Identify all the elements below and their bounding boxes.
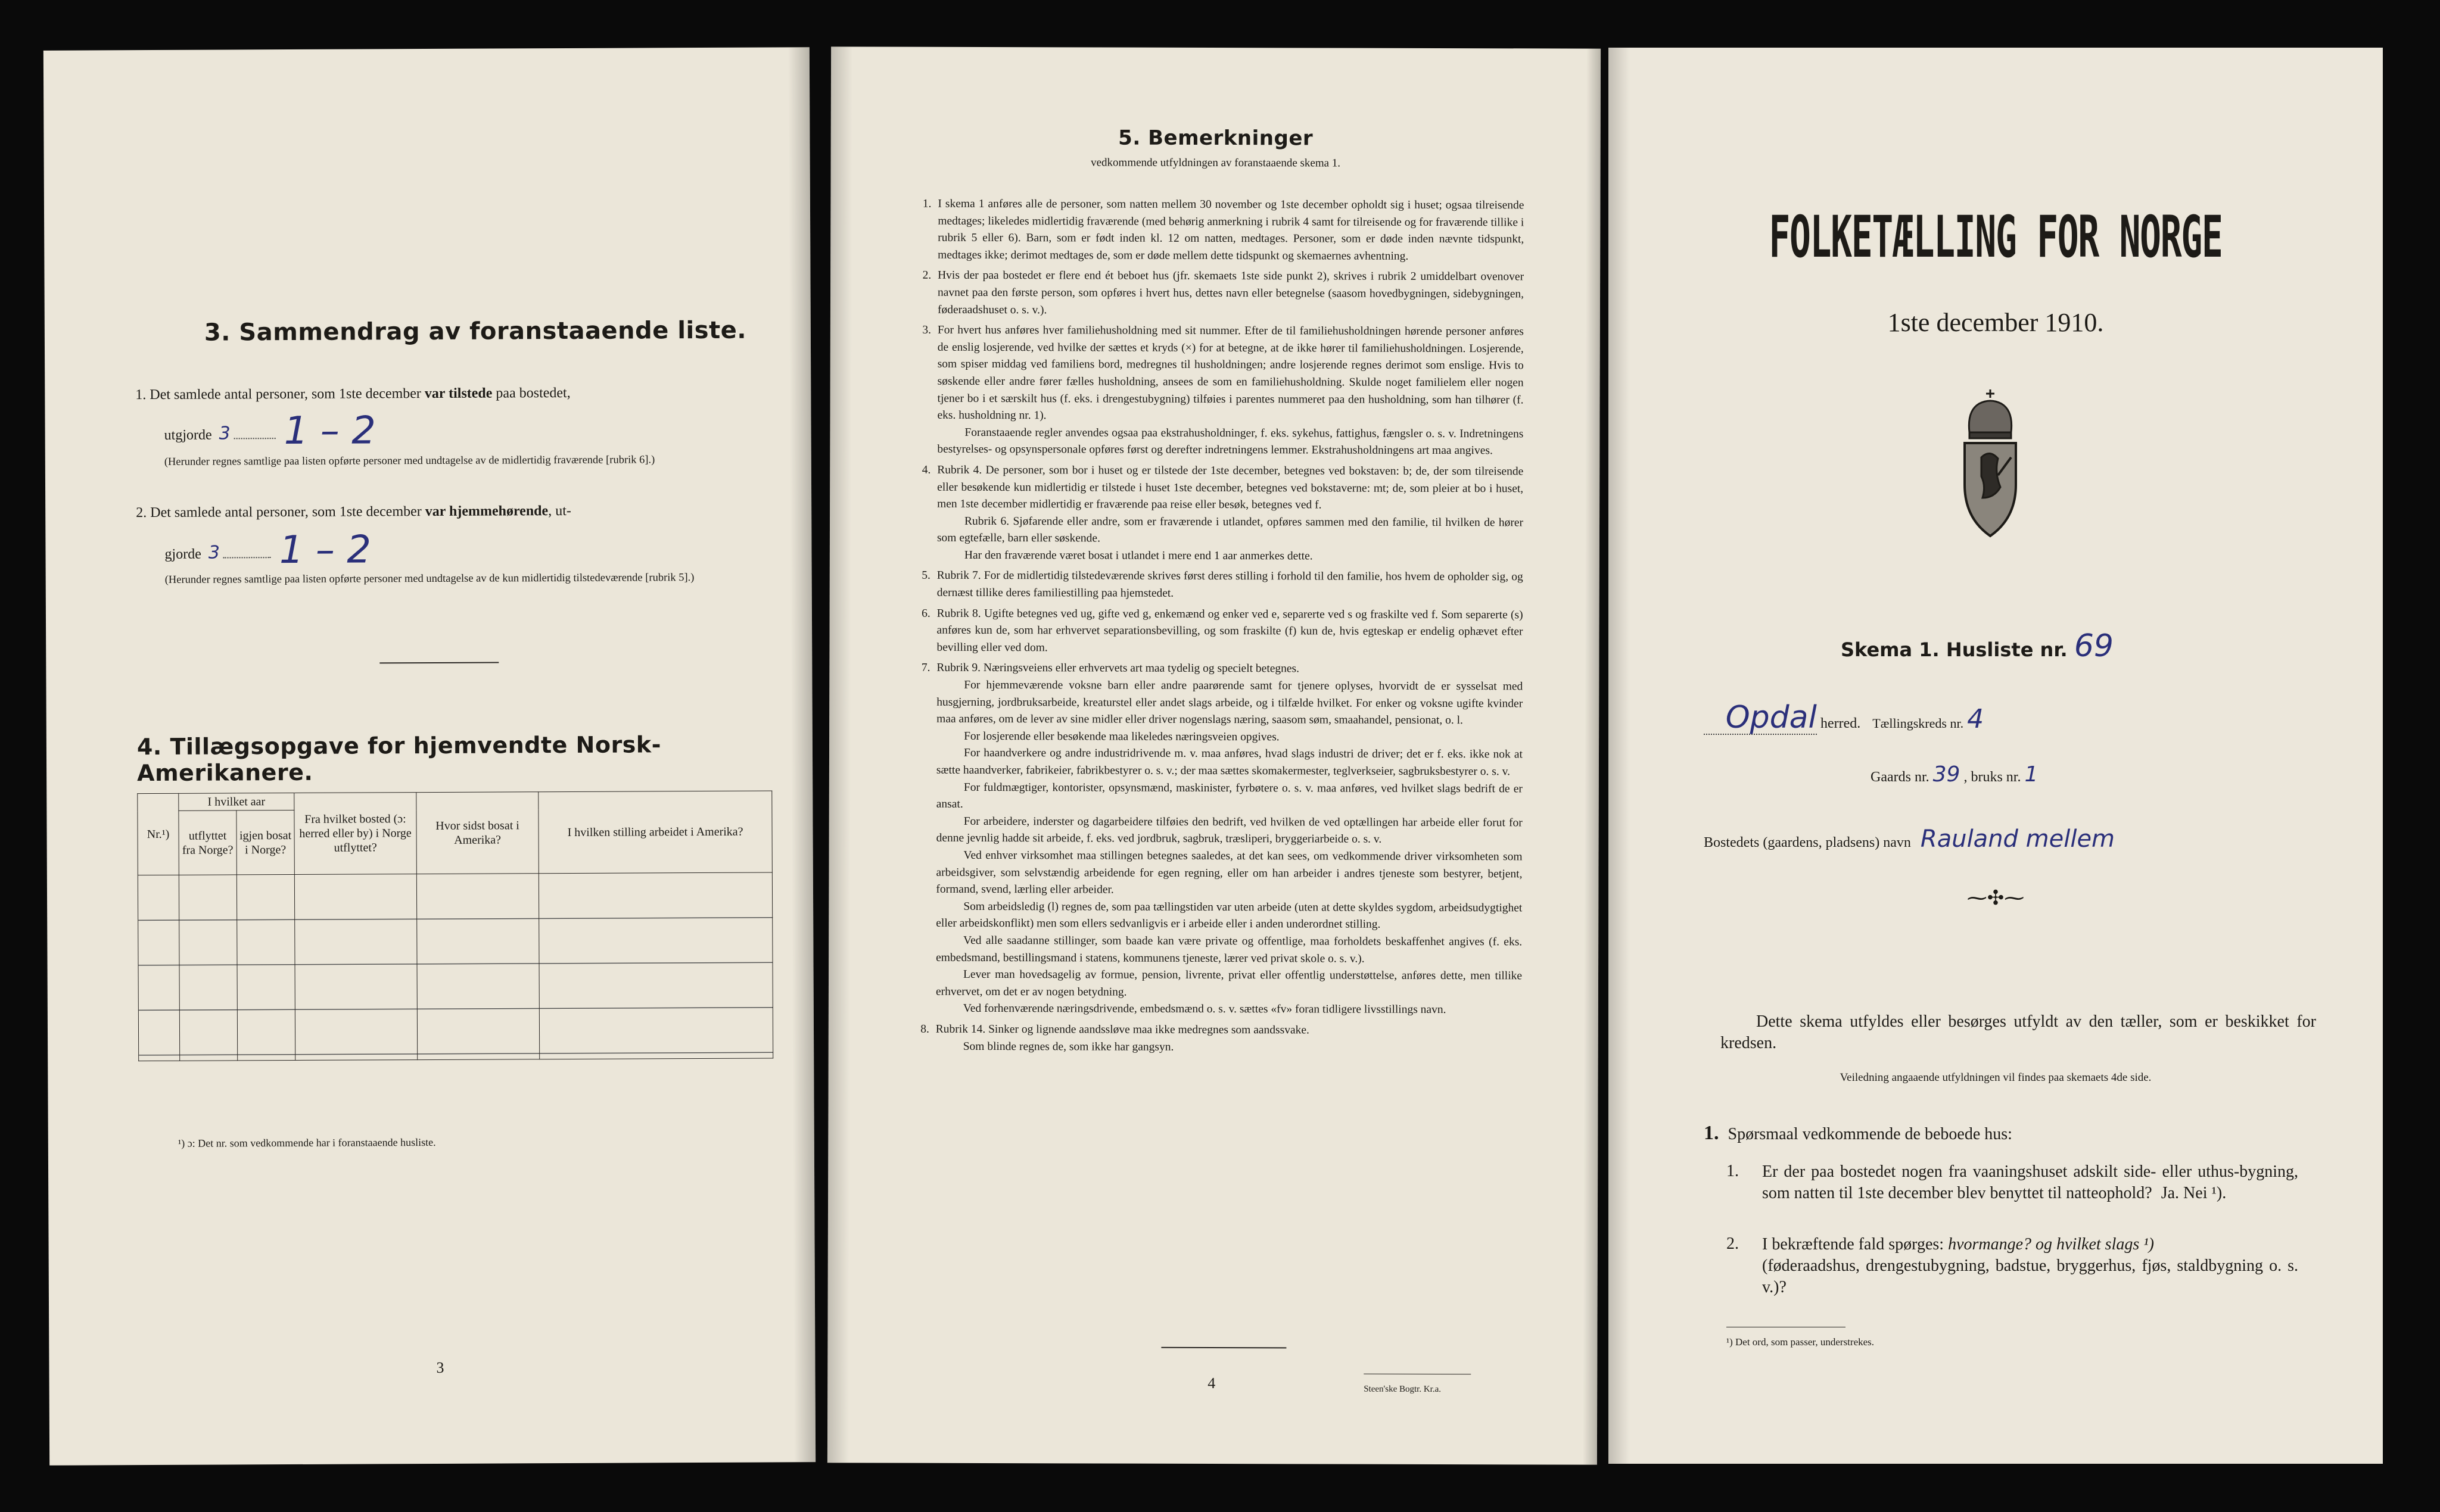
page-fold-shadow xyxy=(827,46,852,1463)
page-fold-shadow xyxy=(1583,49,1601,1465)
gaards-value: 39 xyxy=(1932,762,1960,787)
remark-paragraph: For losjerende eller besøkende maa likeledes næringsveien opgives. xyxy=(964,729,1280,744)
section-4-title: 4. Tillægsopgave for hjemvendte Norsk-Amerikanere. xyxy=(136,731,662,787)
cover-date: 1ste december 1910. xyxy=(1887,308,2104,337)
page-number: 3 xyxy=(436,1358,444,1376)
col-nr: Nr.¹) xyxy=(138,793,179,875)
norsk-amerikanere-table xyxy=(137,790,773,1061)
bosted-value: Rauland mellem xyxy=(1920,825,2115,853)
remark-paragraph: 4. Rubrik 4. De personer, som bor i huset og er tilstede der 1ste december, betegnes ved bokstaven: b; de, der som tilreisende eller besøkende kun midlertidig er tilstede i huset 1ste december, betegnes ved bokstaverne: mt; de, som pleier at bo i huset, men 1ste december midlertidig er fraværende paa reise eller besøk, betegnes ved f. xyxy=(937,463,1524,512)
remark-paragraph: Som blinde regnes de, som ikke har gangsyn. xyxy=(963,1040,1174,1053)
page-number: 4 xyxy=(1207,1374,1216,1392)
page-left xyxy=(43,47,816,1466)
cover-title: FOLKETÆLLING FOR NORGE xyxy=(1769,204,2223,270)
remark-paragraph: For hjemmeværende voksne barn eller andre paarørende samt for tjenere oplyses, hvorvidt de er sysselsat med husgjerning, jordbruksarbeide, kreaturstel eller andet slags arbeide, og i tilfælde hvilket. For enker og voksne ugifte kvinder maa anføres, om de lever av sine midler eller driver nogenslags næring, saasom søm, smaahandel, pensionat, o. l. xyxy=(936,678,1523,727)
page-fold-shadow xyxy=(1608,48,1630,1464)
divider xyxy=(1161,1347,1286,1349)
remark-paragraph: Ved alle saadanne stillinger, som baade kan være private og offentlige, maa forholdets beskaffenhet angives (f. eks. embedsmand, bestillingsmand i statens, kommunens tjeneste, lærer ved privat skole o. s. v.). xyxy=(936,934,1523,965)
remark-paragraph: For arbeidere, inderster og dagarbeidere tilføies den bedrift, ved hvilken de ved optællingen har arbeide eller forut for denne jevnlig hadde sit arbeide, f. eks. ved jordbruk, sagbruk, træsliperi, bryggeriarbeide o. s. v. xyxy=(936,815,1523,846)
col-stilling: I hvilken stilling arbeidet i Amerika? xyxy=(539,791,773,874)
remark-paragraph: Foranstaaende regler anvendes ogsaa paa ekstrahusholdninger, f. eks. sykehus, fattighus, fængsler o. s. v. Indretningens bestyrelses- og opsynspersonale opføres først og derefter indretningens lemmer. Ekstrahusholdningens art maa angives. xyxy=(937,426,1524,457)
remark-item xyxy=(933,322,1524,460)
printer-imprint: Steen'ske Bogtr. Kr.a. xyxy=(1364,1384,1442,1395)
remark-paragraph: 6. Rubrik 8. Ugifte betegnes ved ug, gifte ved g, enkemænd og enker ved e, separerte ved s og fraskilte ved f. Som separerte (s) anføres kun de, som har erhvervet separationsbevilling, og som fraskilte (f) kun de, hvis egteskap er endelig ophævet efter bevilling eller ved dom. xyxy=(936,607,1523,654)
summary-item-1: 1. Det samlede antal personer, som 1ste december var tilstede paa bostedet, xyxy=(135,385,571,403)
col-group-aar: I hvilket aar xyxy=(179,793,294,810)
item-2-utgjorde: gjorde 3 1 – 2 xyxy=(164,528,372,573)
divider xyxy=(379,662,499,663)
table-footnote: ¹) ɔ: Det nr. som vedkommende har i foranstaaende husliste. xyxy=(178,1136,436,1149)
remark-paragraph: Lever man hovedsagelig av formue, pension, livrente, privat eller offentlig understøttelse, anføres dette, men tillike erhvervet, om det er av nogen betydning. xyxy=(935,968,1523,999)
remark-item xyxy=(933,605,1523,657)
question-2-number: 2. xyxy=(1726,1234,1739,1253)
remark-item xyxy=(932,660,1523,1019)
herred-value: Opdal xyxy=(1725,700,1817,735)
page-middle xyxy=(827,46,1601,1464)
question-1-answer: Ja. Nei ¹). xyxy=(2161,1184,2227,1202)
question-2: I bekræftende fald spørges: hvormange? og hvilket slags ¹) (føderaadshus, drengestubygning, badstue, bryggerhus, fjøs, staldbygning o. s. v.)? xyxy=(1762,1235,2298,1296)
questions-heading: 1. Spørsmaal vedkommende de beboede hus: xyxy=(1704,1122,2012,1144)
remark-paragraph: 8. Rubrik 14. Sinker og lignende aandssløve maa ikke medregnes som aandssvake. xyxy=(935,1022,1309,1037)
coat-of-arms-icon xyxy=(1952,386,2029,542)
kreds-value: 4 xyxy=(1967,704,1984,734)
item-1-handwritten: 1 – 2 xyxy=(284,409,376,454)
item-2-value: 3 xyxy=(208,542,220,563)
item-2-note: (Herunder regnes samtlige paa listen opførte personer med undtagelse av de kun midlertidig tilstedeværende [rubrik 5].) xyxy=(164,572,695,586)
remark-paragraph: For fuldmægtiger, kontorister, opsynsmænd, maskinister, fyrbøtere o. s. v. maa anføres, ved hvilket slags bedrift de er ansat. xyxy=(936,781,1523,811)
col-hvor-bosat: Hvor sidst bosat i Amerika? xyxy=(416,792,539,874)
cover-footnote: ¹) Det ord, som passer, understrekes. xyxy=(1726,1336,1875,1348)
item-2-handwritten: 1 – 2 xyxy=(279,528,372,573)
remark-paragraph: 7. Rubrik 9. Næringsveiens eller erhvervets art maa tydelig og specielt betegnes. xyxy=(936,662,1300,675)
page-right-cover xyxy=(1608,48,2383,1464)
skema-label: Skema 1. Husliste nr. 69 xyxy=(1841,628,2114,664)
bruks-value: 1 xyxy=(2024,762,2038,787)
summary-item-2: 2. Det samlede antal personer, som 1ste december var hjemmehørende, ut- xyxy=(136,503,571,521)
remark-paragraph: For haandverkere og andre industridrivende m. v. maa anføres, hvad slags industri de driver; det er f. eks. ikke nok at sætte haandverker, fabrikeier, fabrikbestyrer o. s. v.; der maa sættes skomakermester, teglverkseier, sagbruksbestyrer o. s. v. xyxy=(936,747,1523,778)
section-3-title: 3. Sammendrag av foranstaaende liste. xyxy=(204,316,747,347)
remark-paragraph: 3. For hvert hus anføres hver familiehusholdning med sit nummer. Efter de til familiehusholdningen hørende personer anføres de enslig losjerende, ved hvilke der sættes et kryds (×) for at betegne, at de ikke hører til familiehusholdningen. Losjerende, som spiser middag ved familiens bord, medregnes til husholdningen; andre losjerende regnes derimot som enslige. Hvis to søskende eller andre fører fælles husholdning, ansees de som en familiehusholdning. Skulde noget familielem eller nogen tjener bo i et særskilt hus (f. eks. i drengestubygning) tilføies i parentes nummeret paa den husholdning, som han tilhører (f. eks. husholdning nr. 1). xyxy=(937,323,1524,422)
cover-intro: Dette skema utfyldes eller besørges utfyldt av den tæller, som er beskikket for kredsen. xyxy=(1720,1012,2316,1052)
remarks-list xyxy=(918,196,1524,1061)
remark-item xyxy=(934,196,1524,266)
ornament: ⁓✣⁓ xyxy=(1966,887,2025,909)
col-igjen-bosat: igjen bosat i Norge? xyxy=(236,810,294,874)
item-1-utgjorde: utgjorde 3 1 – 2 xyxy=(164,409,376,454)
bosted-line: Bostedets (gaardens, pladsens) navn Rauland mellem xyxy=(1704,825,2115,853)
remark-paragraph: Ved forhenværende næringsdrivende, embedsmænd o. s. v. sættes «fv» foran tidligere livsstillings navn. xyxy=(963,1002,1446,1017)
remark-item xyxy=(934,267,1524,320)
remark-paragraph: 5. Rubrik 7. For de midlertidig tilstedeværende skrives først deres stilling i forhold til den familie, hos hvem de opholder sig, og dernæst tillike deres familiestilling paa hjemstedet. xyxy=(936,569,1523,600)
remark-paragraph: Ved enhver virksomhet maa stillingen betegnes saaledes, at det kan sees, om vedkommende driver virksomheten som arbeidsgiver, som selvstændig arbeidende for egen regning, eller om han arbeider i andres tjeneste som bestyrer, betjent, formand, svend, lærling eller arbeider. xyxy=(936,849,1523,896)
remark-item xyxy=(933,568,1523,603)
remark-paragraph: Rubrik 6. Sjøfarende eller andre, som er fraværende i utlandet, opføres sammen med den familie, til hvilken de hører som egtefælle, barn eller søskende. xyxy=(936,515,1524,545)
remarks-title: 5. Bemerkninger xyxy=(1118,126,1314,151)
question-1-number: 1. xyxy=(1726,1162,1739,1180)
remark-paragraph: 1. I skema 1 anføres alle de personer, som natten mellem 30 november og 1ste december opholdt sig i huset; ogsaa tilreisende medtages; likeledes midlertidig fraværende (med behørig anmerkning i rubrik 4 samt for tilreisende og for fraværende tillike i rubrik 5 eller 6). Barn, som er født inden kl. 12 om natten, medtages. Personer, som er døde inden nævnte tidspunkt, medtages ikke; derimot medtages de, som er døde mellem dette tidspunkt og skemaernes avhentning. xyxy=(938,197,1524,263)
remark-item xyxy=(933,462,1523,566)
remark-paragraph: 2. Hvis der paa bostedet er flere end ét beboet hus (jfr. skemaets 1ste side punkt 2), skrives i rubrik 2 umiddelbart ovenover navnet paa den første person, som opføres i hvert hus, dettes navn eller betegnelse (saasom hovedbygningen, sidebygningen, føderaadshuset o. s. v.). xyxy=(937,269,1524,316)
item-1-note: (Herunder regnes samtlige paa listen opførte personer med undtagelse av de midlertidig fraværende [rubrik 6].) xyxy=(164,454,655,468)
col-fra-bosted: Fra hvilket bosted (ɔ: herred eller by) i Norge utflyttet? xyxy=(294,793,417,875)
question-1: Er der paa bostedet nogen fra vaaningshuset adskilt side- eller uthus-bygning, som natten til 1ste december blev benyttet til natteophold? Ja. Nei ¹). xyxy=(1762,1162,2298,1202)
husliste-number: 69 xyxy=(2074,628,2114,664)
item-1-value: 3 xyxy=(219,423,231,444)
remark-item xyxy=(932,1021,1522,1057)
herred-line: Opdal herred. Tællingskreds nr. 4 xyxy=(1704,707,2299,735)
remarks-subtitle: vedkommende utfyldningen av foranstaaende skema 1. xyxy=(1091,156,1341,170)
remark-paragraph: Som arbeidsledig (l) regnes de, som paa tællingstiden var uten arbeide (uten at dette skyldes sygdom, arbeidsudygtighet eller arbeidskonflikt) men som ellers sedvanligvis er i arbeide eller i anden underordnet stilling. xyxy=(936,900,1523,931)
table-body-row xyxy=(138,872,773,1061)
col-utflyttet: utflyttet fra Norge? xyxy=(179,810,236,875)
cover-veiledning: Veiledning angaaende utfyldningen vil findes paa skemaets 4de side. xyxy=(1840,1071,2152,1084)
gaards-line: Gaards nr. 39 , bruks nr. 1 xyxy=(1871,762,2038,787)
remark-paragraph: Har den fraværende været bosat i utlandet i mere end 1 aar anmerkes dette. xyxy=(964,548,1313,563)
